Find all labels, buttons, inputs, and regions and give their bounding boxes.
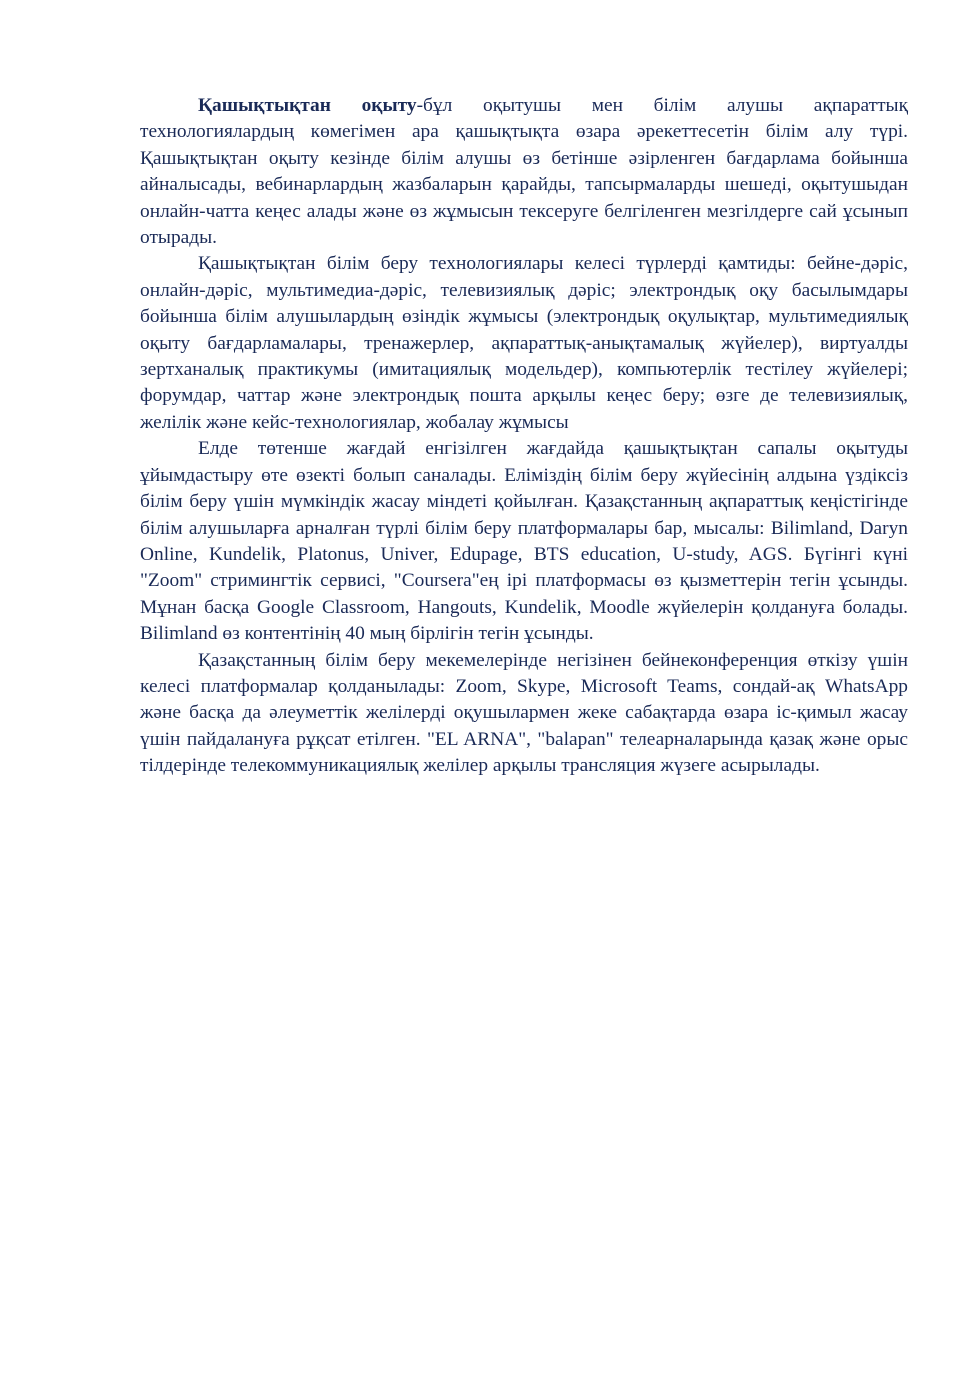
paragraph-text: -бұл оқытушы мен білім алушы ақпараттық технологиялардың көмегімен ара қашықтықта өзара әрекеттесетін білім алу түрі. Қашықтықтан оқыту кезінде білім алушы өз бетінше әзірленген бағдарлама бойынша айналысады, вебинарлардың жазбаларын қарайды, тапсырмаларды шешеді, оқытушыдан онлайн-чатта кеңес алады және өз жұмысын тексеруге белгіленген мезгілдерге сай ұсынып отырады. xyxy=(140,95,908,249)
defined-term: Қашықтықтан оқыту xyxy=(198,95,417,116)
paragraph-technologies: Қашықтықтан білім беру технологиялары келесі түрлерді қамтиды: бейне-дәріс, онлайн-дәріс, мультимедиа-дәріс, телевизиялық дәріс; электрондық оқу басылымдары бойынша білім алушылардың өзіндік жұмысы (электрондық оқулықтар, мультимедиялық оқыту бағдарламалары, тренажерлер, ақпараттық-анықтамалық жүйелер), виртуалды зертханалық практикумы (имитациялық модельдер), компьютерлік тестілеу жүйелері; форумдар, чаттар және электрондық пошта арқылы кеңес беру; өзге де телевизиялық, желілік және кейс-технологиялар, жобалау жұмысы xyxy=(140,253,908,433)
paragraph-platforms: Елде төтенше жағдай енгізілген жағдайда қашықтықтан сапалы оқытуды ұйымдастыру өте өзекті болып саналады. Еліміздің білім беру жүйесінің алдына үздіксіз білім беру үшін мүмкіндік жасау міндеті қойылған. Қазақстанның ақпараттық кеңістігінде білім алушыларға арналған түрлі білім беру платформалары бар, мысалы: Bilimland, Daryn Online, Kundelik, Platonus, Univer, Edupage, BTS education, U-study, AGS. Бүгінгі күні "Zoom" стримингтік сервисі, "Coursera"ең ірі платформасы өз қызметтерін тегін ұсынды. Мұнан басқа Google Classroom, Hangouts, Kundelik, Moodle жүйелерін қолдануға болады. Bilimland өз контентінің 40 мың бірлігін тегін ұсынды. xyxy=(140,438,908,645)
document-body xyxy=(140,93,908,780)
paragraph-videoconference: Қазақстанның білім беру мекемелерінде негізінен бейнеконференция өткізу үшін келесі платформалар қолданылады: Zoom, Skype, Microsoft Teams, сондай-ақ WhatsApp және басқа да әлеуметтік желілерді оқушылармен жеке сабақтарда өзара іс-қимыл жасау үшін пайдалануға рұқсат етілген. "EL ARNA", "balapan" телеарналарында қазақ және орыс тілдерінде телекоммуникациялық желілер арқылы трансляция жүзеге асырылады. xyxy=(140,649,908,777)
paragraph-distance-learning-definition xyxy=(140,93,908,251)
